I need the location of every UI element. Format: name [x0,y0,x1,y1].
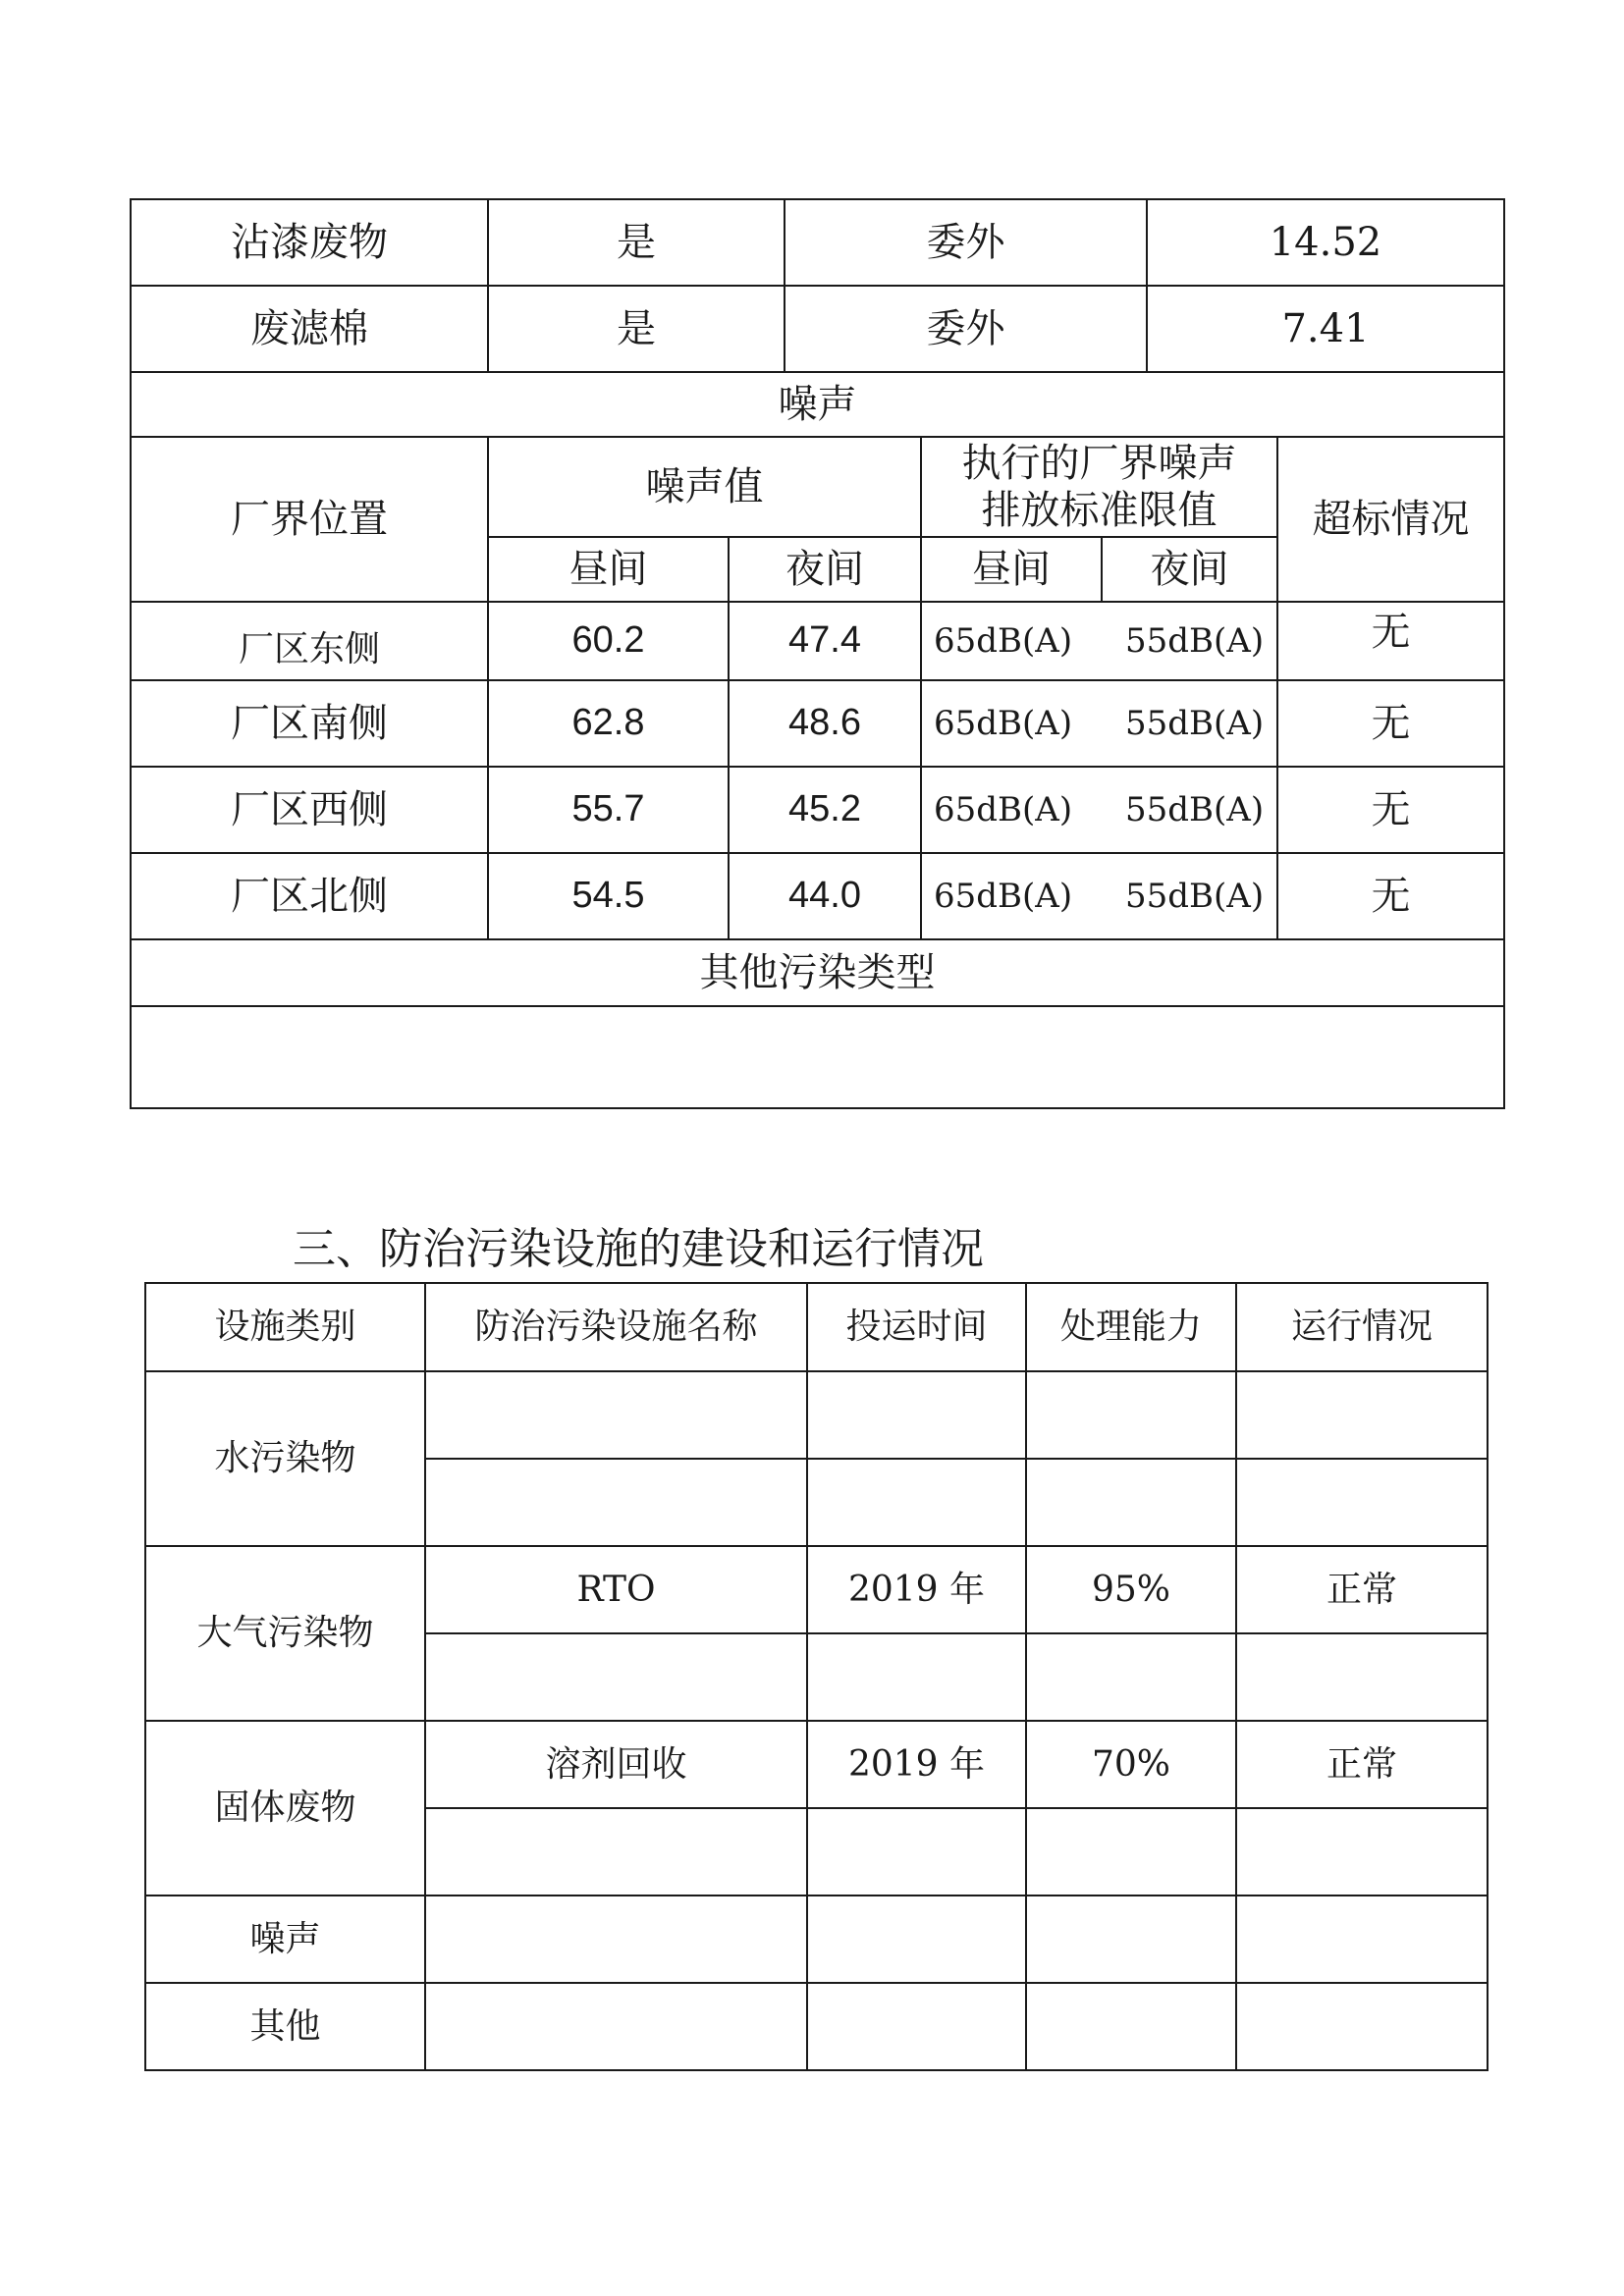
facility-cell [1025,1807,1237,1896]
facility-cell [806,1982,1027,2071]
category-water: 水污染物 [144,1370,426,1547]
facility-cell [424,1807,808,1896]
facility-header-capacity: 处理能力 [1025,1282,1237,1372]
std-day-value: 65dB(A) [934,876,1073,916]
category-air: 大气污染物 [144,1545,426,1722]
noise-position-cell: 厂区西侧 [130,766,489,854]
air-facility-time: 2019 年 [806,1545,1027,1634]
facility-cell [1235,1982,1489,2071]
noise-night-cell: 47.4 [728,601,922,681]
facility-cell [424,1982,808,2071]
solid-facility-capacity: 70% [1025,1720,1237,1809]
std-night-value: 55dB(A) [1125,876,1265,916]
facility-cell [806,1458,1027,1547]
facility-header-time: 投运时间 [806,1282,1027,1372]
waste-hazardous-cell: 是 [487,285,785,373]
facility-cell [806,1807,1027,1896]
waste-name-cell: 废滤棉 [130,285,489,373]
facility-cell [424,1895,808,1984]
waste-name-cell: 沾漆废物 [130,198,489,287]
other-pollution-title: 其他污染类型 [130,938,1505,1007]
air-facility-name: RTO [424,1545,808,1634]
waste-hazardous-cell: 是 [487,198,785,287]
noise-exceed-cell: 无 [1276,852,1505,940]
category-other: 其他 [144,1982,426,2071]
noise-section-title: 噪声 [130,371,1505,438]
solid-facility-name: 溶剂回收 [424,1720,808,1809]
noise-position-cell: 厂区北侧 [130,852,489,940]
noise-exceed-cell: 无 [1276,601,1505,681]
noise-day-cell: 60.2 [487,601,730,681]
noise-night-cell: 45.2 [728,766,922,854]
std-night-value: 55dB(A) [1125,620,1265,661]
facility-cell [1235,1807,1489,1896]
header-std-night: 夜间 [1101,536,1278,603]
facility-header-category: 设施类别 [144,1282,426,1372]
category-solid: 固体废物 [144,1720,426,1896]
noise-exceed-cell: 无 [1276,766,1505,854]
noise-standard-cell [920,679,1278,768]
facility-cell [1235,1895,1489,1984]
header-exceed: 超标情况 [1276,436,1505,603]
std-day-value: 65dB(A) [934,620,1073,661]
solid-facility-time: 2019 年 [806,1720,1027,1809]
facility-cell [424,1370,808,1460]
std-night-value: 55dB(A) [1125,789,1265,829]
header-std-day: 昼间 [920,536,1103,603]
noise-exceed-cell: 无 [1276,679,1505,768]
solid-facility-status: 正常 [1235,1720,1489,1809]
header-standard-limit: 执行的厂界噪声排放标准限值 [920,436,1278,538]
facility-cell [1025,1458,1237,1547]
air-facility-status: 正常 [1235,1545,1489,1634]
std-night-value: 55dB(A) [1125,703,1265,743]
std-day-value: 65dB(A) [934,789,1073,829]
noise-standard-cell [920,766,1278,854]
facility-cell [1235,1632,1489,1722]
waste-disposal-cell: 委外 [784,198,1148,287]
facility-cell [1025,1370,1237,1460]
noise-position-cell: 厂区南侧 [130,679,489,768]
facility-cell [806,1895,1027,1984]
waste-disposal-cell: 委外 [784,285,1148,373]
other-pollution-content [130,1005,1505,1109]
header-position: 厂界位置 [130,436,489,603]
section3-heading: 三、防治污染设施的建设和运行情况 [293,1224,984,1274]
facility-cell [424,1458,808,1547]
std-day-value: 65dB(A) [934,703,1073,743]
facility-cell [806,1632,1027,1722]
noise-night-cell: 48.6 [728,679,922,768]
category-noise: 噪声 [144,1895,426,1984]
header-noise-value: 噪声值 [487,436,922,538]
facility-header-name: 防治污染设施名称 [424,1282,808,1372]
noise-position-cell: 厂区东侧 [130,601,489,681]
header-night: 夜间 [728,536,922,603]
air-facility-capacity: 95% [1025,1545,1237,1634]
facility-cell [424,1632,808,1722]
facility-cell [1025,1895,1237,1984]
facility-header-status: 运行情况 [1235,1282,1489,1372]
noise-night-cell: 44.0 [728,852,922,940]
waste-amount-cell: 14.52 [1146,198,1505,287]
header-day: 昼间 [487,536,730,603]
waste-amount-cell: 7.41 [1146,285,1505,373]
facility-cell [806,1370,1027,1460]
noise-day-cell: 54.5 [487,852,730,940]
facility-cell [1235,1458,1489,1547]
facility-cell [1235,1370,1489,1460]
noise-day-cell: 55.7 [487,766,730,854]
noise-day-cell: 62.8 [487,679,730,768]
noise-standard-cell [920,852,1278,940]
noise-standard-cell [920,601,1278,681]
facility-cell [1025,1632,1237,1722]
facility-cell [1025,1982,1237,2071]
